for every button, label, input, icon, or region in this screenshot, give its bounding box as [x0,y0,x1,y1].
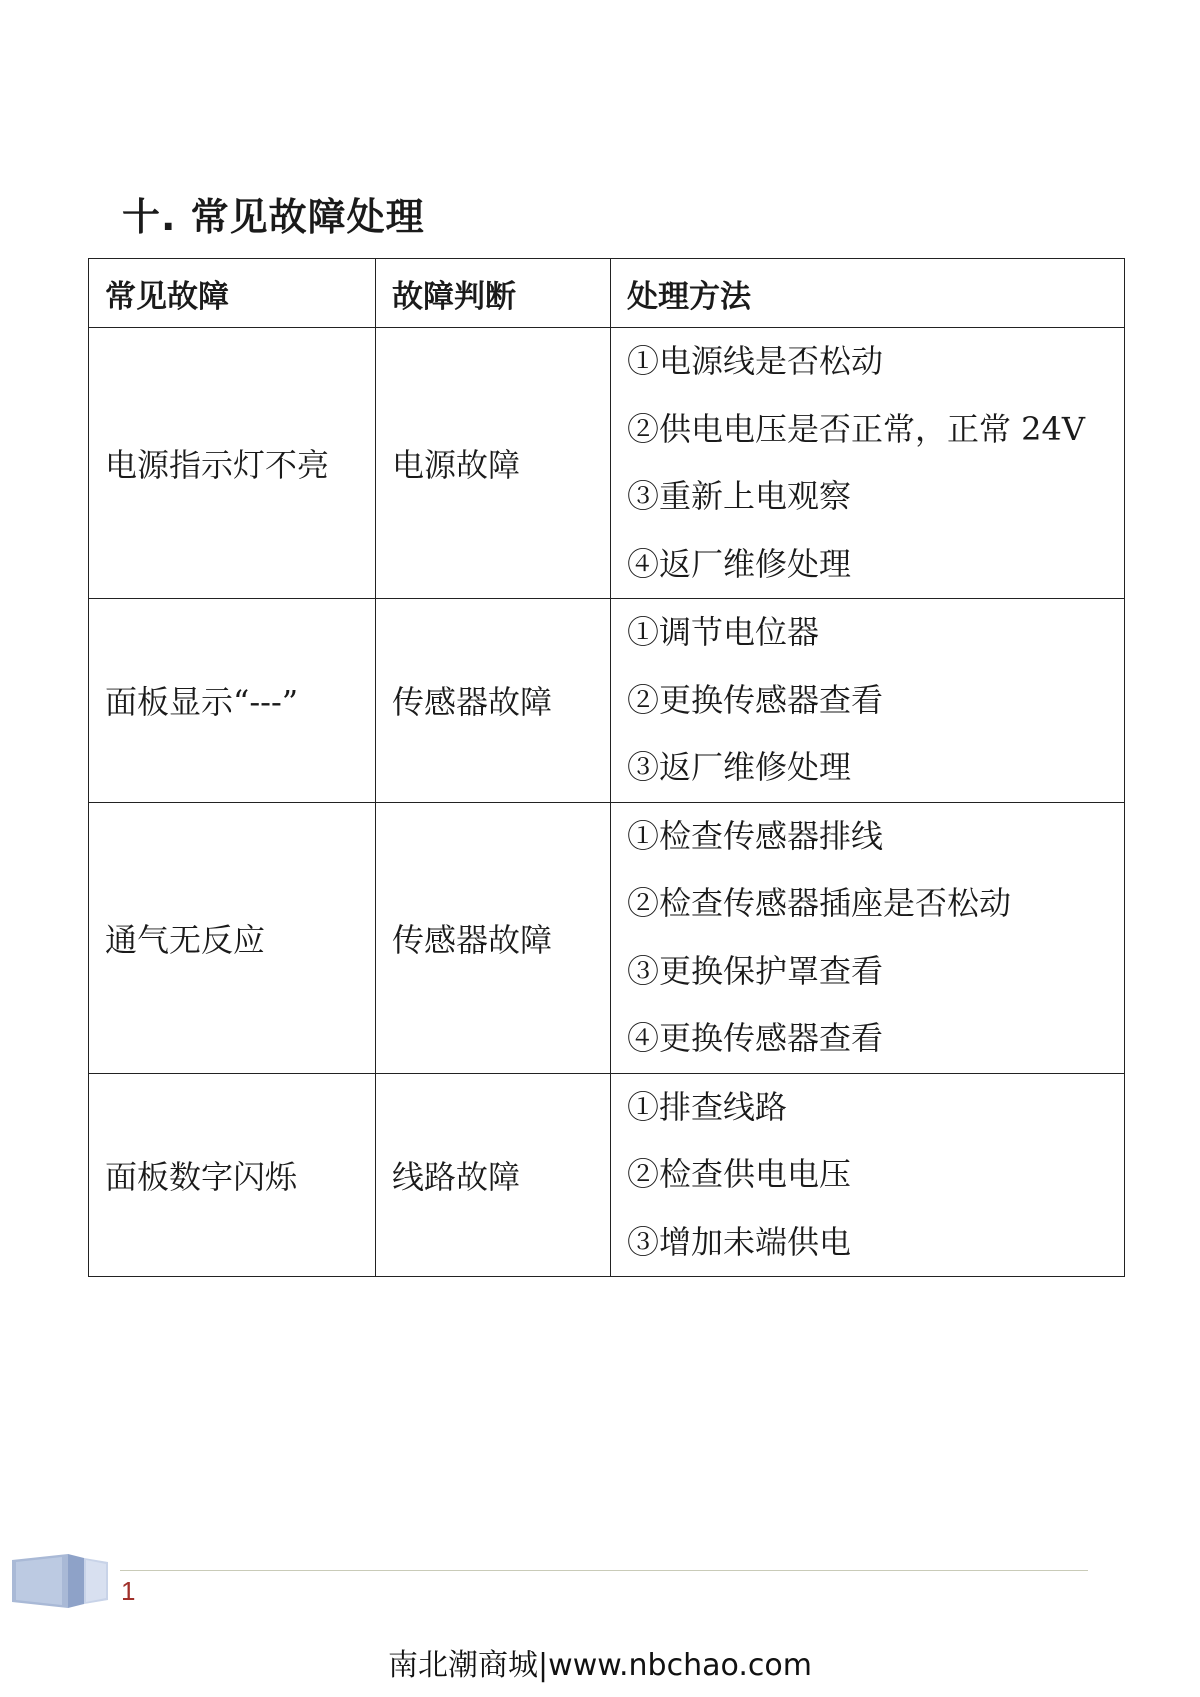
diagnosis-cell: 传感器故障 [376,599,611,803]
diagnosis-cell: 线路故障 [376,1073,611,1277]
method-item: ③增加未端供电 [627,1222,852,1261]
method-cell [611,802,1125,1073]
method-item: ④返厂维修处理 [627,544,852,583]
footer-divider [120,1570,1088,1571]
diagnosis-cell: 传感器故障 [376,802,611,1073]
diagnosis-cell: 电源故障 [376,328,611,599]
page-number: 1 [121,1576,136,1606]
method-item: ②供电电压是否正常，正常 24V [627,409,1086,448]
method-item: ④更换传感器查看 [627,1019,884,1057]
table-row [89,802,1125,1073]
fault-cell: 电源指示灯不亮 [89,328,376,599]
method-item: ①检查传感器排线 [627,816,884,855]
header-method: 处理方法 [611,259,1125,328]
method-item: ①电源线是否松动 [627,342,884,380]
site-footer-link[interactable]: 南北潮商城|www.nbchao.com [388,1648,812,1683]
method-item: ①调节电位器 [627,613,820,651]
method-item: ②检查供电电压 [627,1155,852,1193]
fault-cell: 面板显示“---” [89,599,376,803]
page-corner-graphic [12,1548,112,1614]
header-diagnosis: 故障判断 [376,259,611,328]
method-item: ①排查线路 [627,1087,788,1126]
header-common-fault: 常见故障 [89,259,376,328]
table-row [89,599,1125,803]
method-item: ②更换传感器查看 [627,680,884,719]
method-item: ③返厂维修处理 [627,748,852,786]
section-title: 十. 常见故障处理 [122,195,425,239]
fault-cell: 通气无反应 [89,802,376,1073]
fault-table [88,258,1125,1277]
method-item: ②检查传感器插座是否松动 [627,884,1012,922]
method-item: ③更换保护罩查看 [627,951,884,990]
table-row [89,1073,1125,1277]
table-header-row [89,259,1125,328]
table-row [89,328,1125,599]
method-cell [611,328,1125,599]
fault-cell: 面板数字闪烁 [89,1073,376,1277]
method-cell [611,599,1125,803]
method-item: ③重新上电观察 [627,477,852,515]
method-cell [611,1073,1125,1277]
